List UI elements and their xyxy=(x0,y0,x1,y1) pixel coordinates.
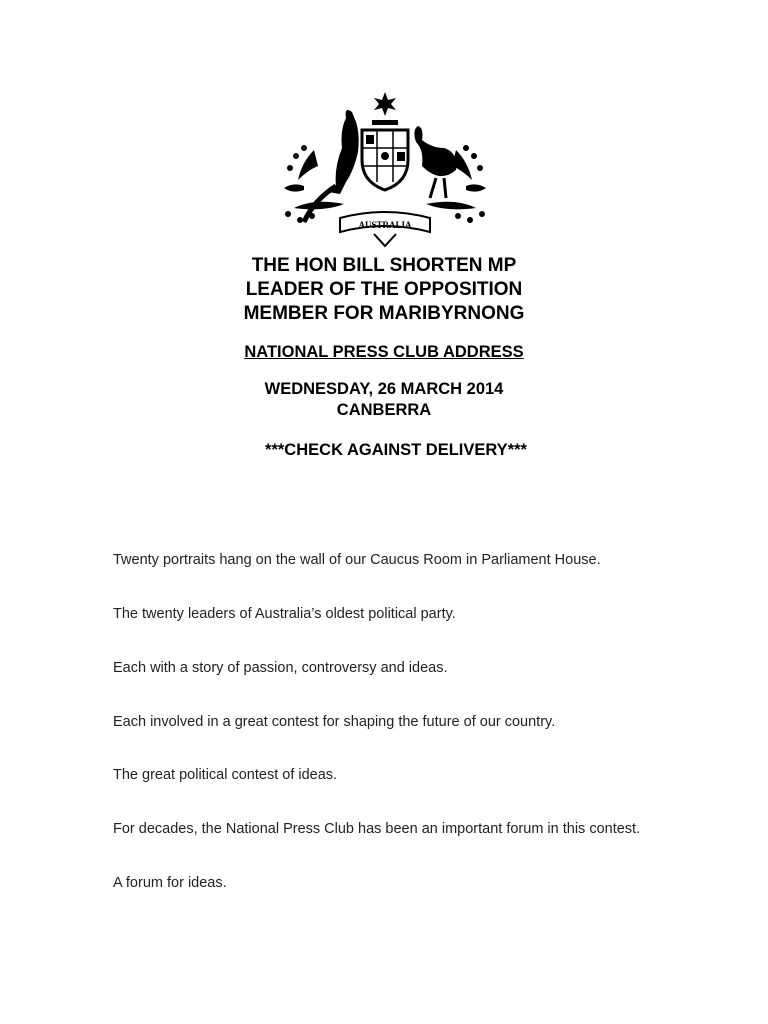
body-paragraph: Each involved in a great contest for shaping the future of our country. xyxy=(113,714,556,730)
speaker-role: LEADER OF THE OPPOSITION xyxy=(245,279,523,300)
emu-icon xyxy=(414,126,456,176)
speaker-name: THE HON BILL SHORTEN MP xyxy=(251,255,517,276)
event-title: NATIONAL PRESS CLUB ADDRESS xyxy=(244,343,524,361)
scroll-text: AUSTRALIA xyxy=(358,220,412,230)
kangaroo-icon xyxy=(328,110,359,194)
body-paragraph: The twenty leaders of Australia’s oldest political party. xyxy=(113,606,456,622)
body-paragraph: A forum for ideas. xyxy=(113,875,227,891)
commonwealth-star-icon xyxy=(374,92,396,116)
delivery-notice: ***CHECK AGAINST DELIVERY*** xyxy=(265,441,527,459)
wattle-left-icon xyxy=(284,145,344,223)
body-paragraph: Twenty portraits hang on the wall of our Caucus Room in Parliament House. xyxy=(113,552,601,568)
date-place-block xyxy=(0,379,768,421)
body-paragraph: Each with a story of passion, controversy and ideas. xyxy=(113,660,448,676)
body-paragraph: For decades, the National Press Club has been an important forum in this contest. xyxy=(113,821,641,837)
speaker-seat: MEMBER FOR MARIBYRNONG xyxy=(243,303,525,324)
coat-of-arms-emblem xyxy=(274,90,496,250)
event-date: WEDNESDAY, 26 MARCH 2014 xyxy=(264,380,504,398)
event-place: CANBERRA xyxy=(336,401,432,419)
speaker-title-block xyxy=(0,254,768,326)
body-paragraph: The great political contest of ideas. xyxy=(113,767,338,783)
